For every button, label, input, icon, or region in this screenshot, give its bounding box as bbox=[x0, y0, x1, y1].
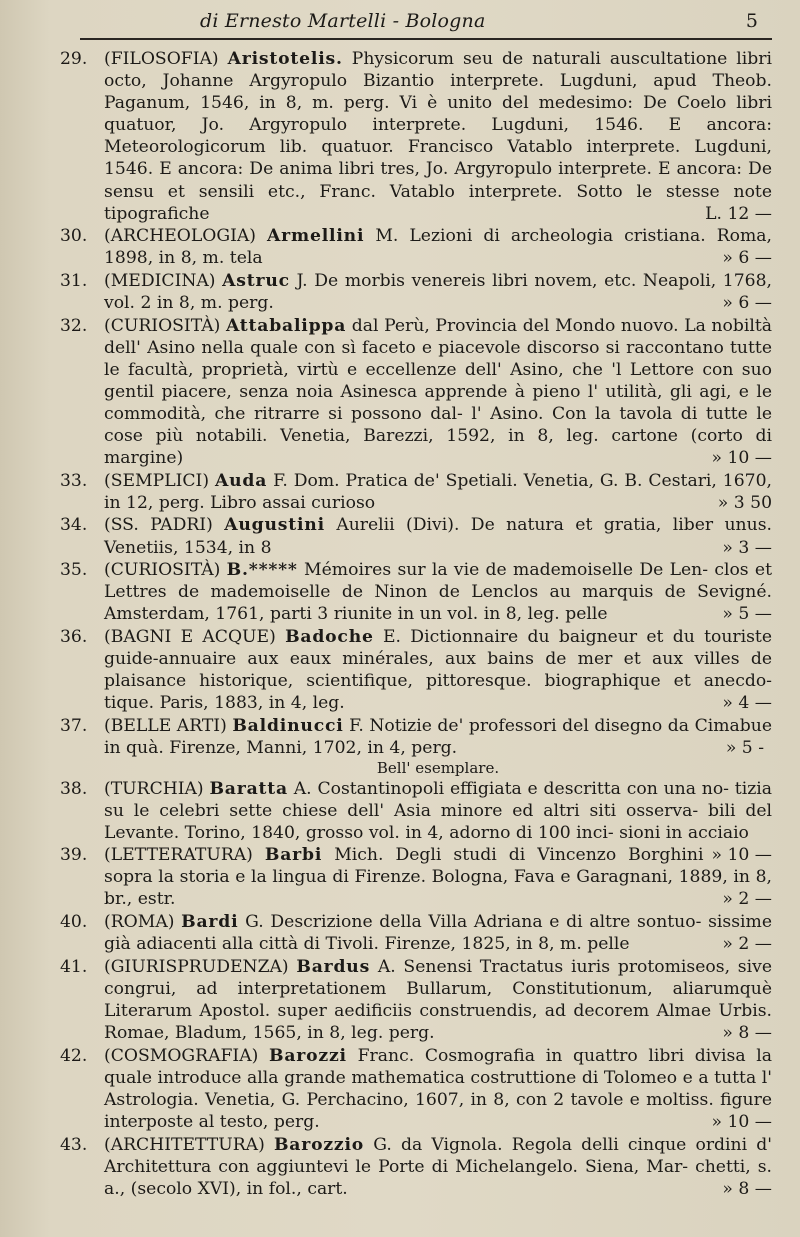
catalog-entry bbox=[60, 844, 772, 910]
entry-author: Augustini bbox=[224, 515, 325, 536]
entry-subject: (ROMA) bbox=[104, 912, 175, 933]
entry-author: Aristotelis. bbox=[227, 49, 343, 69]
entry-price: » 5 — bbox=[722, 604, 772, 625]
catalog-entry bbox=[60, 911, 772, 955]
entry-author: B.***** bbox=[226, 560, 298, 581]
entry-subject: (LETTERATURA) bbox=[104, 845, 253, 866]
entry-price: » 8 — bbox=[722, 1023, 772, 1044]
entry-subject: (CURIOSITÀ) bbox=[104, 560, 221, 581]
entry-price: » 10 — bbox=[711, 448, 772, 469]
entry-number: 38. bbox=[60, 778, 88, 799]
catalog-entry bbox=[60, 956, 772, 1044]
catalog-entry bbox=[60, 1134, 772, 1200]
entry-number: 39. bbox=[60, 845, 88, 866]
catalog-entry bbox=[60, 270, 772, 314]
header-rule bbox=[80, 38, 772, 40]
entry-description: G. Descrizione della Villa Adriana e di altre sontuo- sissime già adiacenti alla città di Tivoli. Firenze, 1825, in 8, m. pelle bbox=[104, 912, 773, 955]
catalog-entry bbox=[60, 225, 772, 269]
entry-description: A. Senensi Tractatus iuris protomiseos, sive congrui, ad interpretationem Bullarum, Constitutionum, aliarumquè Literarum Apostol. super aedificiis construendis, ad decorem Almae Urbis. Romae, Bladum, 1565, in 8, leg. perg. bbox=[104, 956, 772, 1044]
entry-price: » 10 — bbox=[711, 844, 772, 865]
page-title: di Ernesto Martelli - Bologna bbox=[200, 10, 486, 32]
entry-number: 29. bbox=[60, 49, 88, 69]
entry-number: 34. bbox=[60, 515, 88, 536]
catalog-entry bbox=[60, 626, 772, 714]
entry-number: 42. bbox=[60, 1045, 88, 1066]
entry-description: F. Dom. Pratica de' Spetiali. Venetia, G. B. Cestari, 1670, in 12, perg. Libro assai curioso bbox=[104, 470, 773, 513]
entry-price: » 8 — bbox=[722, 1178, 772, 1199]
entry-description: F. Notizie de' professori del disegno da Cimabue in quà. Firenze, Manni, 1702, in 4, perg. bbox=[104, 715, 773, 758]
entry-description: dal Perù, Provincia del Mondo nuovo. La nobiltà dell' Asino nella quale con sì faceto e piacevole discorso si raccontano tutte le facultà, proprietà, virtù e eccellenze dell' Asino, che 'l Lettore con suo gentil piacere, senza noia Asinesca apprende à pieno l' utilità, gli agi, e le commodità, che ritrarre si possono dal- l' Asino. Con la tavola di tutte le cose più notabili. Venetia, Barezzi, 1592, in 8, leg. cartone (corto di margine) bbox=[104, 315, 772, 469]
entry-author: Armellini bbox=[266, 226, 365, 247]
entry-subject: (BAGNI E ACQUE) bbox=[104, 626, 276, 647]
entry-price: » 6 — bbox=[722, 248, 772, 269]
entry-author: Bardi bbox=[181, 912, 239, 933]
catalog-entry bbox=[60, 514, 772, 558]
entry-author: Bardus bbox=[296, 956, 371, 977]
entry-number: 33. bbox=[60, 470, 88, 491]
entry-author: Baratta bbox=[209, 778, 288, 799]
catalog-entry bbox=[60, 48, 772, 225]
entry-subject: (MEDICINA) bbox=[104, 270, 216, 291]
catalog-entry bbox=[60, 715, 772, 777]
entry-number: 35. bbox=[60, 560, 88, 581]
entry-author: Barozzi bbox=[269, 1045, 347, 1066]
entry-description: G. da Vignola. Regola delli cinque ordini d' Architettura con aggiuntevi le Porte di Michelangelo. Siena, Mar- chetti, s. a., (secolo XVI), in fol., cart. bbox=[104, 1134, 772, 1199]
catalog-entry bbox=[60, 470, 772, 514]
entry-description: Franc. Cosmografia in quattro libri divisa la quale introduce alla grande mathematica costruttione di Tolomeo e a tutta l' Astrologia. Venetia, G. Perchacino, 1607, in 8, con 2 tavole e moltiss. figure interposte al testo, perg. bbox=[104, 1045, 773, 1132]
entry-author: Auda bbox=[214, 470, 268, 491]
catalog-entry bbox=[60, 1045, 772, 1133]
entry-price: » 6 — bbox=[722, 293, 772, 314]
entry-price: L. 12 — bbox=[705, 203, 772, 224]
entry-price: » 3 50 bbox=[717, 492, 772, 513]
entry-subject: (BELLE ARTI) bbox=[104, 715, 227, 736]
entry-description: Aurelii (Divi). De natura et gratia, liber unus. Venetiis, 1534, in 8 bbox=[104, 515, 772, 558]
entry-number: 41. bbox=[60, 956, 88, 977]
entry-author: Badoche bbox=[285, 626, 374, 647]
page-header bbox=[60, 10, 772, 36]
entry-author: Attabalippa bbox=[225, 315, 347, 336]
entry-price: » 2 — bbox=[722, 934, 772, 955]
entry-price: » 10 — bbox=[711, 1111, 772, 1132]
entry-number: 43. bbox=[60, 1134, 88, 1155]
entry-subject: (SS. PADRI) bbox=[104, 515, 213, 536]
entry-subject: (ARCHITETTURA) bbox=[104, 1134, 265, 1155]
entry-author: Astruc bbox=[222, 270, 290, 291]
entry-author: Barbi bbox=[264, 845, 323, 866]
entry-subject: (SEMPLICI) bbox=[104, 470, 210, 491]
entry-number: 30. bbox=[60, 226, 88, 247]
entry-subject: (GIURISPRUDENZA) bbox=[104, 956, 289, 977]
entry-description: Mich. Degli studi di Vincenzo Borghini sopra la storia e la lingua di Firenze. Bologna, Fava e Garagnani, 1889, in 8, br., estr. bbox=[104, 845, 772, 910]
catalog-entries bbox=[60, 48, 772, 1200]
entry-subject: (COSMOGRAFIA) bbox=[104, 1045, 259, 1066]
entry-subject: (TURCHIA) bbox=[104, 778, 204, 799]
entry-number: 36. bbox=[60, 626, 88, 647]
entry-number: 32. bbox=[60, 315, 88, 336]
entry-note: Bell' esemplare. bbox=[376, 759, 500, 777]
page-number: 5 bbox=[745, 10, 758, 32]
entry-author: Barozzio bbox=[273, 1134, 365, 1155]
entry-price: » 4 — bbox=[722, 693, 772, 714]
entry-author: Baldinucci bbox=[232, 715, 344, 736]
entry-description: J. De morbis venereis libri novem, etc. Neapoli, 1768, vol. 2 in 8, m. perg. bbox=[104, 270, 773, 314]
entry-number: 37. bbox=[60, 715, 88, 736]
entry-description: M. Lezioni di archeologia cristiana. Roma, 1898, in 8, m. tela bbox=[104, 226, 773, 269]
entry-subject: (FILOSOFIA) bbox=[104, 49, 219, 69]
entry-description: Physicorum seu de naturali auscultatione libri octo, Johanne Argyropulo Bizantio interprete. Lugduni, apud Theob. Paganum, 1546, in 8, m. perg. Vi è unito del medesimo: De Coelo libri quatuor, Jo. Argyropulo interprete. Lugduni, 1546. E ancora: Meteorologicorum lib. quatuor. Francisco Vatablo interprete. Lugduni, 1546. E ancora: De anima libri tres, Jo. Argyropulo interprete. E ancora: De sensu et sensili etc., Franc. Vatablo interprete. Sotto le stesse note tipografiche bbox=[104, 49, 772, 224]
catalog-entry bbox=[60, 559, 772, 625]
catalog-entry bbox=[60, 315, 772, 470]
entry-price: » 2 — bbox=[722, 889, 772, 910]
entry-price: » 5 - bbox=[725, 737, 764, 758]
entry-description: E. Dictionnaire du baigneur et du touriste guide-annuaire aux eaux minérales, aux bains de mer et aux villes de plaisance historique, scientifique, pittoresque. biographique et anecdo- tique. Paris, 1883, in 4, leg. bbox=[104, 626, 773, 714]
entry-number: 40. bbox=[60, 912, 88, 933]
entry-subject: (ARCHEOLOGIA) bbox=[104, 226, 256, 247]
entry-price: » 3 — bbox=[722, 537, 772, 558]
entry-subject: (CURIOSITÀ) bbox=[104, 315, 221, 336]
entry-description: A. Costantinopoli effigiata e descritta con una no- tizia su le celebri sette chiese dell' Asia minore ed altri siti osserva- bili del Levante. Torino, 1840, grosso vol. in 4, adorno di 100 inci- sioni in acciaio bbox=[104, 778, 772, 843]
entry-description: Mémoires sur la vie de mademoiselle De Len- clos et Lettres de mademoiselle de Ninon de Lenclos au marquis de Sevigné. Amsterdam, 1761, parti 3 riunite in un vol. in 8, leg. pelle bbox=[104, 560, 772, 625]
entry-number: 31. bbox=[60, 270, 88, 291]
